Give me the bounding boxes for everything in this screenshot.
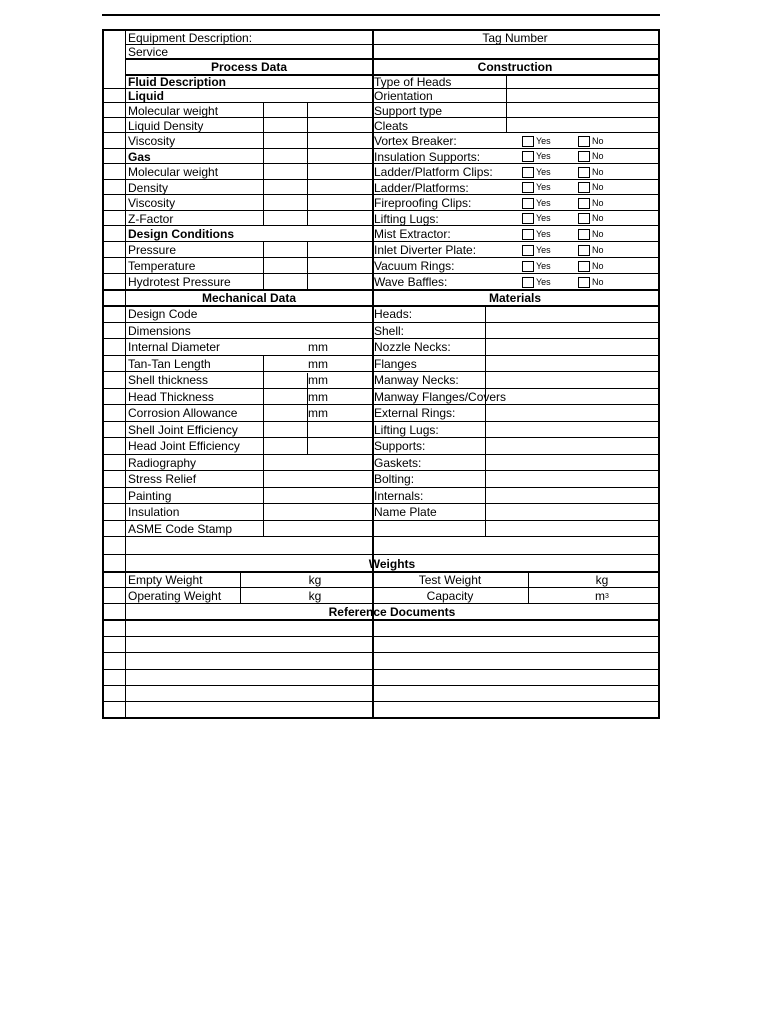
- yes-checkbox[interactable]: [522, 245, 534, 256]
- grid-hline: [104, 322, 658, 323]
- materials-row-label: Internals:: [374, 489, 424, 503]
- grid-hline: [104, 520, 658, 521]
- vessel-data-sheet: [102, 29, 660, 719]
- grid-hline: [104, 619, 658, 621]
- no-checkbox[interactable]: [578, 277, 590, 288]
- grid-hline: [104, 273, 658, 274]
- fluid-description-label: Fluid Description: [128, 75, 227, 89]
- yes-option-label: Yes: [536, 277, 551, 287]
- grid-hline: [104, 194, 658, 195]
- no-option-label: No: [592, 136, 604, 146]
- gas-viscosity-label: Viscosity: [128, 196, 176, 210]
- capacity-unit-base: m: [595, 589, 606, 603]
- yes-no-row-label: Mist Extractor:: [374, 227, 451, 241]
- mechanical-row-unit: mm: [308, 373, 328, 387]
- materials-row-label: Name Plate: [374, 505, 437, 519]
- grid-vline: [125, 31, 126, 717]
- yes-checkbox[interactable]: [522, 229, 534, 240]
- no-option-label: No: [592, 182, 604, 192]
- grid-hline: [104, 554, 658, 555]
- yes-option-label: Yes: [536, 229, 551, 239]
- liquid-density-label: Liquid Density: [128, 118, 204, 133]
- yes-option-label: Yes: [536, 198, 551, 208]
- yes-option-label: Yes: [536, 151, 551, 161]
- gas-density-label: Density: [128, 180, 169, 195]
- yes-no-row-label: Wave Baffles:: [374, 275, 448, 289]
- grid-hline: [104, 102, 658, 103]
- grid-hline: [126, 44, 658, 45]
- type-of-heads-label: Type of Heads: [374, 75, 452, 89]
- grid-hline: [104, 148, 658, 149]
- grid-hline: [104, 503, 658, 504]
- yes-no-row-label: Vortex Breaker:: [374, 134, 457, 148]
- empty-weight-label: Empty Weight: [128, 573, 203, 587]
- no-checkbox[interactable]: [578, 151, 590, 162]
- yes-checkbox[interactable]: [522, 213, 534, 224]
- grid-hline: [104, 225, 658, 226]
- construction-heading: Construction: [477, 60, 553, 74]
- yes-no-row-label: Lifting Lugs:: [374, 211, 439, 226]
- cleats-label: Cleats: [374, 118, 409, 133]
- grid-hline: [104, 454, 658, 455]
- grid-vline: [307, 102, 308, 225]
- no-option-label: No: [592, 151, 604, 161]
- mechanical-row-label: ASME Code Stamp: [128, 522, 233, 536]
- grid-hline: [104, 487, 658, 488]
- no-option-label: No: [592, 167, 604, 177]
- grid-hline: [104, 636, 658, 637]
- mechanical-row-label: Stress Relief: [128, 472, 197, 486]
- no-checkbox[interactable]: [578, 167, 590, 178]
- no-checkbox[interactable]: [578, 198, 590, 209]
- liquid-viscosity-label: Viscosity: [128, 134, 176, 148]
- grid-vline: [263, 241, 264, 289]
- yes-no-row-label: Insulation Supports:: [374, 149, 481, 164]
- grid-hline: [104, 536, 658, 537]
- grid-hline: [104, 571, 658, 573]
- grid-hline: [104, 437, 658, 438]
- mechanical-row-label: Insulation: [128, 505, 180, 519]
- mechanical-row-unit: mm: [308, 390, 328, 404]
- mechanical-data-heading: Mechanical Data: [201, 291, 297, 305]
- mechanical-row-label: Radiography: [128, 456, 197, 470]
- grid-vline: [506, 74, 507, 132]
- no-option-label: No: [592, 229, 604, 239]
- grid-hline: [104, 470, 658, 471]
- mechanical-row-unit: mm: [308, 340, 328, 354]
- grid-vline: [307, 373, 308, 454]
- process-data-heading: Process Data: [210, 60, 288, 74]
- operating-weight-unit: kg: [308, 589, 322, 603]
- no-option-label: No: [592, 261, 604, 271]
- grid-hline: [104, 338, 658, 339]
- grid-hline: [104, 371, 658, 372]
- no-option-label: No: [592, 213, 604, 223]
- mechanical-row-label: Corrosion Allowance: [128, 406, 238, 420]
- mechanical-row-label: Head Thickness: [128, 390, 214, 404]
- mechanical-row-label: Design Code: [128, 307, 198, 321]
- no-checkbox[interactable]: [578, 261, 590, 272]
- yes-checkbox[interactable]: [522, 198, 534, 209]
- mechanical-row-unit: mm: [308, 406, 328, 420]
- capacity-unit-exponent: 3: [605, 592, 609, 600]
- grid-hline: [104, 163, 658, 164]
- yes-no-row-label: Inlet Diverter Plate:: [374, 243, 477, 257]
- materials-row-label: Lifting Lugs:: [374, 423, 439, 437]
- capacity-label: Capacity: [426, 589, 474, 603]
- no-checkbox[interactable]: [578, 213, 590, 224]
- materials-row-label: Shell:: [374, 324, 405, 338]
- grid-vline: [372, 58, 374, 619]
- grid-vline: [240, 571, 241, 603]
- grid-hline: [126, 74, 658, 76]
- yes-no-row-label: Fireproofing Clips:: [374, 196, 472, 210]
- grid-hline: [104, 587, 658, 588]
- grid-hline: [104, 257, 658, 258]
- test-weight-label: Test Weight: [418, 573, 482, 587]
- reference-documents-heading: Reference Documents: [328, 605, 456, 619]
- yes-option-label: Yes: [536, 213, 551, 223]
- materials-row-label: External Rings:: [374, 406, 456, 420]
- mechanical-row-label: Painting: [128, 489, 172, 503]
- grid-vline: [372, 619, 373, 717]
- orientation-label: Orientation: [374, 89, 433, 103]
- grid-hline: [104, 404, 658, 405]
- grid-vline: [263, 356, 264, 537]
- no-option-label: No: [592, 277, 604, 287]
- grid-hline: [104, 241, 658, 242]
- grid-hline: [104, 289, 658, 291]
- grid-vline: [528, 571, 529, 603]
- gas-label: Gas: [128, 149, 151, 164]
- grid-vline: [263, 102, 264, 225]
- mechanical-row-label: Tan-Tan Length: [128, 357, 211, 371]
- mechanical-row-label: Shell Joint Efficiency: [128, 423, 238, 437]
- yes-no-row-label: Vacuum Rings:: [374, 259, 455, 273]
- grid-hline: [104, 179, 658, 180]
- grid-hline: [104, 652, 658, 653]
- empty-weight-unit: kg: [308, 573, 322, 587]
- grid-hline: [104, 685, 658, 686]
- yes-no-row-label: Ladder/Platform Clips:: [374, 165, 493, 179]
- equipment-description-label: Equipment Description:: [128, 31, 253, 45]
- grid-hline: [126, 58, 658, 60]
- mechanical-row-unit: mm: [308, 357, 328, 371]
- tag-number-label: Tag Number: [482, 31, 548, 45]
- top-rule: [102, 14, 660, 16]
- temperature-label: Temperature: [128, 259, 196, 273]
- grid-hline: [104, 210, 658, 211]
- hydrotest-pressure-label: Hydrotest Pressure: [128, 275, 231, 289]
- grid-hline: [104, 421, 658, 422]
- materials-row-label: Bolting:: [374, 472, 415, 486]
- yes-checkbox[interactable]: [522, 277, 534, 288]
- mechanical-row-label: Head Joint Efficiency: [128, 439, 240, 453]
- mechanical-row-label: Dimensions: [128, 324, 191, 338]
- service-label: Service: [128, 45, 169, 59]
- yes-checkbox[interactable]: [522, 151, 534, 162]
- no-checkbox[interactable]: [578, 245, 590, 256]
- yes-option-label: Yes: [536, 245, 551, 255]
- support-type-label: Support type: [374, 103, 443, 118]
- grid-hline: [104, 603, 658, 604]
- gas-molecular-weight-label: Molecular weight: [128, 165, 219, 179]
- no-checkbox[interactable]: [578, 136, 590, 147]
- operating-weight-label: Operating Weight: [128, 589, 222, 603]
- grid-hline: [104, 388, 658, 389]
- yes-option-label: Yes: [536, 167, 551, 177]
- grid-vline: [307, 241, 308, 289]
- liquid-label: Liquid: [128, 89, 164, 103]
- mechanical-row-label: Shell thickness: [128, 373, 209, 387]
- mechanical-row-label: Internal Diameter: [128, 340, 221, 354]
- materials-heading: Materials: [488, 291, 542, 305]
- materials-row-label: Supports:: [374, 439, 426, 453]
- weights-heading: Weights: [368, 557, 416, 571]
- grid-hline: [104, 88, 658, 89]
- yes-checkbox[interactable]: [522, 182, 534, 193]
- pressure-label: Pressure: [128, 243, 177, 257]
- no-checkbox[interactable]: [578, 182, 590, 193]
- no-checkbox[interactable]: [578, 229, 590, 240]
- materials-row-label: Nozzle Necks:: [374, 340, 451, 354]
- z-factor-label: Z-Factor: [128, 211, 174, 226]
- grid-vline: [485, 305, 486, 537]
- yes-option-label: Yes: [536, 261, 551, 271]
- no-option-label: No: [592, 245, 604, 255]
- grid-hline: [104, 132, 658, 133]
- liquid-molecular-weight-label: Molecular weight: [128, 103, 219, 118]
- yes-checkbox[interactable]: [522, 261, 534, 272]
- yes-no-row-label: Ladder/Platforms:: [374, 180, 469, 195]
- yes-checkbox[interactable]: [522, 167, 534, 178]
- materials-row-label: Heads:: [374, 307, 413, 321]
- materials-row-label: Manway Flanges/Covers: [374, 390, 506, 404]
- test-weight-unit: kg: [595, 573, 609, 587]
- design-conditions-label: Design Conditions: [128, 227, 234, 241]
- grid-hline: [104, 355, 658, 356]
- materials-row-label: Flanges: [374, 357, 417, 371]
- yes-option-label: Yes: [536, 182, 551, 192]
- grid-hline: [104, 117, 658, 118]
- yes-option-label: Yes: [536, 136, 551, 146]
- grid-hline: [104, 669, 658, 670]
- grid-hline: [104, 701, 658, 702]
- materials-row-label: Manway Necks:: [374, 373, 459, 387]
- materials-row-label: Gaskets:: [374, 456, 422, 470]
- capacity-unit: [590, 588, 614, 604]
- no-option-label: No: [592, 198, 604, 208]
- grid-hline: [104, 305, 658, 307]
- yes-checkbox[interactable]: [522, 136, 534, 147]
